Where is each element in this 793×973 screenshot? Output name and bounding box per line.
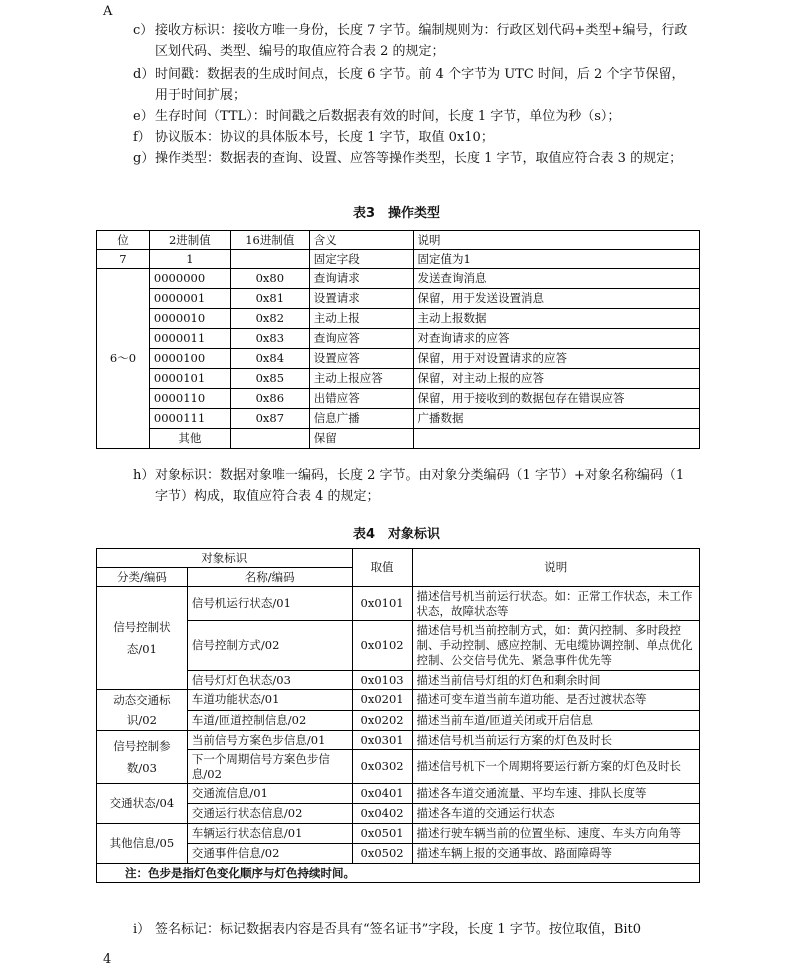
table3-header: 说明 [413,231,699,250]
table3 [96,230,700,449]
table3-cell: 固定值为1 [413,250,699,269]
table4-value: 0x0301 [352,731,412,750]
table-row [97,804,700,824]
table4-value: 0x0501 [352,824,412,844]
table4-name: 下一个周期信号方案色步信息/02 [187,750,352,784]
table4-value: 0x0103 [352,671,412,690]
table-row [97,409,700,429]
table3-header: 位 [97,231,150,250]
table3-group-label: 6～0 [97,269,150,449]
table3-cell: 0x83 [230,329,309,349]
table3-cell: 0x81 [230,289,309,309]
table-row [97,349,700,369]
table3-cell: 出错应答 [309,389,413,409]
table4-header-value: 取值 [352,549,412,587]
table4-name: 车道功能状态/01 [187,690,352,711]
table-row [97,731,700,750]
table-row [97,844,700,864]
table4-name: 信号控制方式/02 [187,621,352,671]
table3-cell: 0x80 [230,269,309,289]
page-number: 4 [103,952,112,967]
table4-note: 注：色步是指灯色变化顺序与灯色持续时间。 [97,864,700,883]
table3-cell [230,429,309,449]
table3-cell: 0000011 [149,329,230,349]
table4-category: 交通状态/04 [97,784,188,824]
table3-cell: 0000010 [149,309,230,329]
table4-name: 当前信号方案色步信息/01 [187,731,352,750]
table3-cell: 0000110 [149,389,230,409]
table4-note-row [97,864,700,883]
table4-value: 0x0102 [352,621,412,671]
table4-category: 信号控制状态/01 [97,587,188,690]
table-row [97,690,700,711]
table3-cell: 0000001 [149,289,230,309]
table4 [96,548,700,883]
table-row [97,389,700,409]
table3-cell: 保留，用于接收到的数据包存在错误应答 [413,389,699,409]
table4-desc: 描述行驶车辆当前的位置坐标、速度、车头方向角等 [412,824,699,844]
table3-cell: 1 [149,250,230,269]
table4-value: 0x0201 [352,690,412,711]
table4-category: 其他信息/05 [97,824,188,864]
table4-header-object: 对象标识 [97,549,353,568]
table3-cell: 其他 [149,429,230,449]
table-row [97,784,700,804]
table4-desc: 描述可变车道当前车道功能、是否过渡状态等 [412,690,699,711]
table3-cell: 信息广播 [309,409,413,429]
table4-desc: 描述当前信号灯组的灯色和剩余时间 [412,671,699,690]
table3-cell: 保留 [309,429,413,449]
table4-desc: 描述信号机当前运行方案的灯色及时长 [412,731,699,750]
table3-cell: 0x85 [230,369,309,389]
table3-header: 16进制值 [230,231,309,250]
table3-cell: 设置请求 [309,289,413,309]
table4-desc: 描述信号机当前运行状态。如：正常工作状态，未工作状态，故障状态等 [412,587,699,621]
table3-cell: 主动上报 [309,309,413,329]
table4-value: 0x0101 [352,587,412,621]
table-row [97,750,700,784]
table3-cell: 主动上报应答 [309,369,413,389]
table4-name: 车辆运行状态信息/01 [187,824,352,844]
table3-cell: 0000111 [149,409,230,429]
table-row [97,289,700,309]
table3-cell: 固定字段 [309,250,413,269]
table3-cell: 0x86 [230,389,309,409]
table3-header: 含义 [309,231,413,250]
table4-category: 信号控制参数/03 [97,731,188,784]
table-row [97,369,700,389]
table4-value: 0x0401 [352,784,412,804]
table3-cell: 保留，用于发送设置消息 [413,289,699,309]
table3-cell: 查询请求 [309,269,413,289]
table4-value: 0x0302 [352,750,412,784]
table3-cell: 0x82 [230,309,309,329]
table3-caption: 表3 操作类型 [352,206,441,221]
page-corner-mark: A [103,4,113,19]
table3-cell [230,250,309,269]
table3-cell: 0000101 [149,369,230,389]
table-row [97,621,700,671]
table3-cell: 查询应答 [309,329,413,349]
table3-cell: 保留，对主动上报的应答 [413,369,699,389]
table-row [97,269,700,289]
table4-name: 交通流信息/01 [187,784,352,804]
table3-cell: 0000100 [149,349,230,369]
table3-header-row [97,231,700,250]
table4-header-category: 分类/编码 [97,568,188,587]
table3-cell: 发送查询消息 [413,269,699,289]
table4-name: 信号机运行状态/01 [187,587,352,621]
table-row [97,671,700,690]
table4-name: 交通运行状态信息/02 [187,804,352,824]
table-row [97,429,700,449]
table4-desc: 描述信号机下一个周期将要运行新方案的灯色及时长 [412,750,699,784]
table3-cell: 0000000 [149,269,230,289]
table4-header-name: 名称/编码 [187,568,352,587]
table3-cell: 保留，用于对设置请求的应答 [413,349,699,369]
table3-cell: 对查询请求的应答 [413,329,699,349]
table4-value: 0x0202 [352,710,412,731]
table-row [97,587,700,621]
table4-value: 0x0402 [352,804,412,824]
table3-cell: 7 [97,250,150,269]
table-row [97,824,700,844]
table4-header-row [97,549,700,568]
table4-desc: 描述各车道交通流量、平均车速、排队长度等 [412,784,699,804]
table4-desc: 描述当前车道/匝道关闭或开启信息 [412,710,699,731]
table4-header-desc: 说明 [412,549,699,587]
table-row [97,309,700,329]
table3-cell: 广播数据 [413,409,699,429]
table4-name: 车道/匝道控制信息/02 [187,710,352,731]
table3-header: 2进制值 [149,231,230,250]
table-row [97,710,700,731]
table3-cell: 主动上报数据 [413,309,699,329]
table4-desc: 描述信号机当前控制方式，如：黄闪控制、多时段控制、手动控制、感应控制、无电缆协调控制、单点优化控制、公交信号优先、紧急事件优先等 [412,621,699,671]
table4-desc: 描述车辆上报的交通事故、路面障碍等 [412,844,699,864]
table3-cell: 0x84 [230,349,309,369]
table4-caption: 表4 对象标识 [352,527,441,542]
table4-name: 交通事件信息/02 [187,844,352,864]
table4-desc: 描述各车道的交通运行状态 [412,804,699,824]
table3-cell: 设置应答 [309,349,413,369]
table-row [97,250,700,269]
table3-cell [413,429,699,449]
table4-category: 动态交通标识/02 [97,690,188,731]
table4-name: 信号灯灯色状态/03 [187,671,352,690]
table-row [97,329,700,349]
table4-value: 0x0502 [352,844,412,864]
table3-cell: 0x87 [230,409,309,429]
